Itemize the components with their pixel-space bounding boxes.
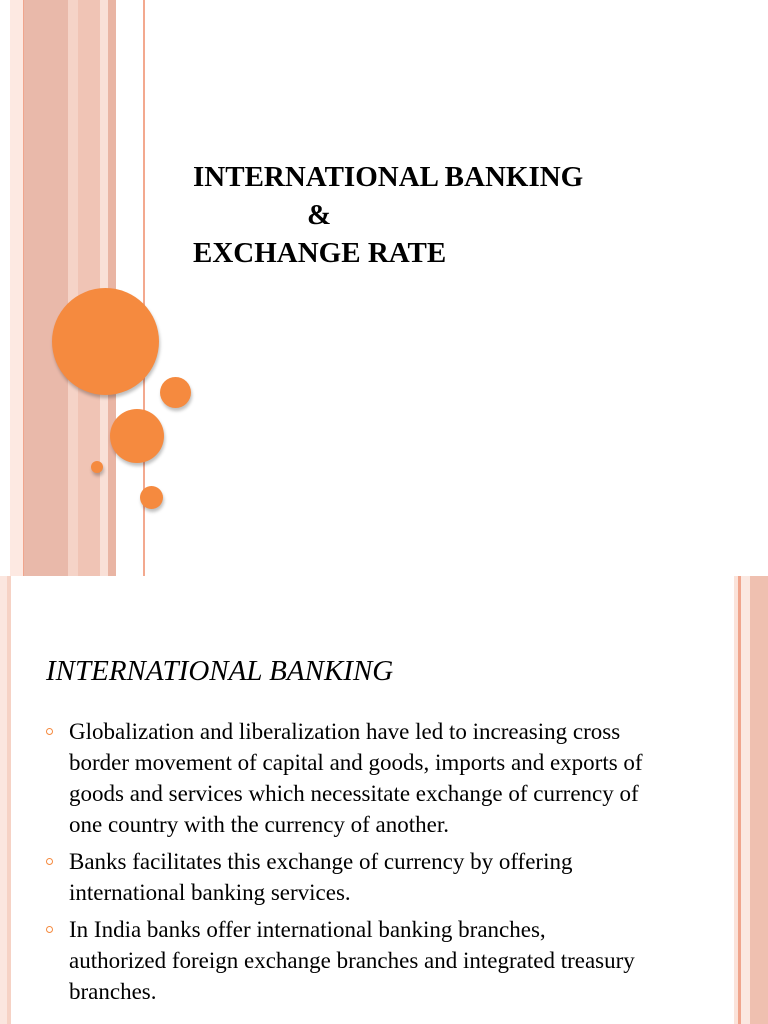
medium-circle-decoration — [110, 409, 164, 463]
bullet-text: Globalization and liberalization have led to increasing cross border movement of capital and goods, imports and exports of goods and services which necessitate exchange of currency of one country with the currency of another. — [69, 719, 643, 837]
bullet-text: In India banks offer international banking branches, authorized foreign exchange branches and integrated treasury branches. — [69, 917, 635, 1004]
slide-title — [193, 158, 583, 272]
slide-heading: INTERNATIONAL BANKING — [46, 655, 394, 687]
small-circle-decoration-2 — [140, 486, 163, 509]
list-item — [46, 716, 646, 840]
bullet-list — [46, 716, 646, 1013]
decorative-stripes — [0, 0, 150, 576]
tiny-circle-decoration — [91, 461, 103, 473]
list-item — [46, 914, 646, 1007]
title-ampersand: & — [307, 199, 332, 231]
title-line-3: EXCHANGE RATE — [193, 237, 447, 269]
list-item — [46, 846, 646, 908]
circle-bullet-icon — [46, 728, 53, 735]
bullet-text: Banks facilitates this exchange of currency by offering international banking services. — [69, 849, 573, 905]
title-line-1: INTERNATIONAL BANKING — [193, 161, 584, 193]
large-circle-decoration — [52, 288, 159, 395]
small-circle-decoration — [160, 377, 191, 408]
circle-bullet-icon — [46, 858, 53, 865]
circle-bullet-icon — [46, 926, 53, 933]
